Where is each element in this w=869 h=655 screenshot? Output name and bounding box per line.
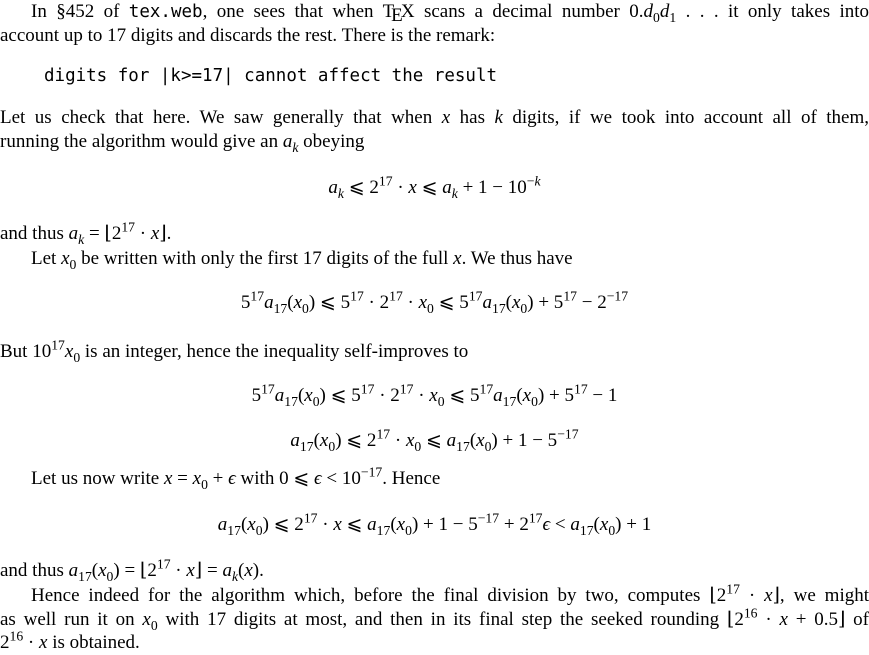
equation-2: $5^{17}a_{17}(x_0)$ ⩽ $5^{17} \cdot 2^{17} \cdot x_0$ ⩽ $5^{17}a_{17}(x_0) + 5^{17} - 2^{-17}$ [240, 288, 629, 316]
paragraph-2-line-1: Let us check that here. We saw generally that when x has k digits, if we took into account all of them, [0, 107, 869, 128]
paragraph-2-line-2: running the algorithm would give an $a_k$ obeying [0, 131, 365, 155]
paragraph-3: Let $x_0$ be written with only the first 17 digits of the full x. We thus have [31, 248, 573, 272]
paragraph-1-line-1: In §452 of tex.web, one sees that when TEX scans a decimal number $0.d_0d_1$ . . . it only takes into [31, 1, 869, 27]
equation-4: $a_{17}(x_0)$ ⩽ $2^{17} \cdot x_0$ ⩽ $a_{17}(x_0) + 1 - 5^{-17}$ [290, 426, 579, 454]
thus-line-2: and thus $a_{17}(x_0)$ = $⌊2^{17}$ · x⌋ = $a_k(x)$. [0, 556, 264, 584]
paragraph-6-line-3: $2^{16} \cdot x$ is obtained. [0, 628, 140, 653]
paragraph-1-line-2: account up to 17 digits and discards the rest. There is the remark: [0, 25, 496, 46]
equation-1: $a_k$ ⩽ $2^{17} \cdot x$ ⩽ $a_k + 1 - 10^{-k}$ [328, 173, 541, 201]
code-remark: digits for |k>=17| cannot affect the result [44, 66, 498, 86]
paragraph-5: Let us now write $x = x_0 + \epsilon$ with 0 ⩽ $\epsilon < 10^{-17}$. Hence [31, 464, 441, 492]
inline-code-texweb: tex.web [128, 2, 203, 22]
paragraph-6-line-1: Hence indeed for the algorithm which, before the final division by two, computes $⌊2^{17}$ · x⌋, we might [31, 581, 869, 606]
thus-line-1: and thus $a_k$ = $⌊2^{17}$ · x⌋. [0, 219, 172, 247]
equation-3: $5^{17}a_{17}(x_0)$ ⩽ $5^{17} \cdot 2^{17} \cdot x_0$ ⩽ $5^{17}a_{17}(x_0) + 5^{17} - 1$ [251, 381, 618, 409]
paragraph-4: But $10^{17}x_0$ is an integer, hence the inequality self-improves to [0, 337, 469, 365]
equation-5: $a_{17}(x_0)$ ⩽ $2^{17} \cdot x$ ⩽ $a_{17}(x_0) + 1 - 5^{-17} + 2^{17}\epsilon < a_{17}(x_0) + 1$ [217, 510, 652, 538]
paragraph-6-line-2: as well run it on $x_0$ with 17 digits at most, and then in its final step the seeked rounding $⌊2^{16} \cdot x$ + 0.5⌋ of [0, 605, 869, 633]
